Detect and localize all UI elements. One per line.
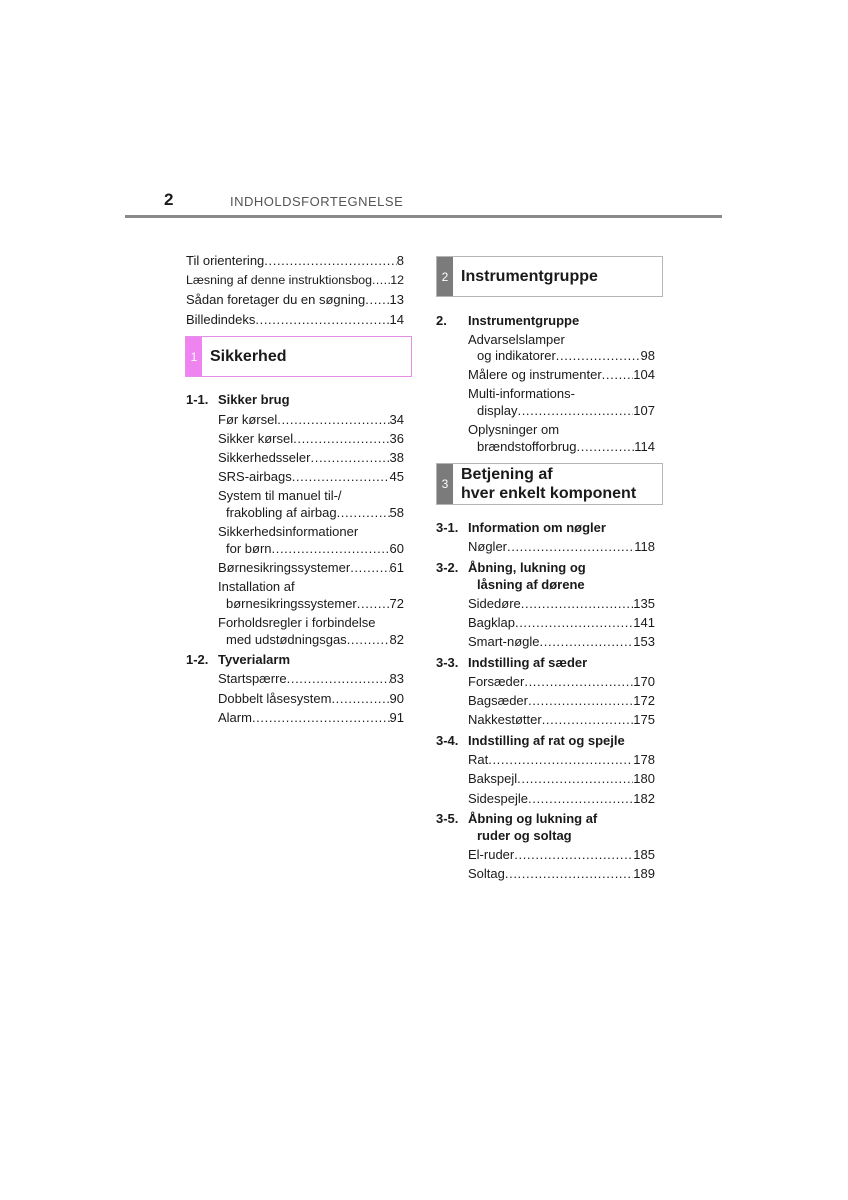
toc-entry[interactable]	[218, 430, 404, 447]
subsection-number: 3-4.	[436, 733, 459, 748]
toc-entry-laesning[interactable]	[186, 272, 404, 289]
subsection-title: Information om nøgler	[468, 520, 606, 535]
toc-entry[interactable]	[468, 865, 655, 882]
toc-entry-title: Sikker kørsel	[218, 431, 294, 446]
subsection-number: 1-2.	[186, 652, 209, 667]
toc-entry-page: 61	[389, 560, 404, 575]
toc-entry-title: børnesikringssystemer	[226, 596, 357, 611]
toc-entry[interactable]	[477, 438, 655, 455]
toc-entry-page: 13	[389, 292, 404, 307]
leader-dots	[277, 411, 389, 428]
leader-dots	[540, 633, 634, 650]
toc-entry-page: 104	[633, 367, 655, 382]
toc-entry-title: Sikkerhedsseler	[218, 450, 311, 465]
toc-entry-title: Til orientering	[186, 253, 265, 268]
toc-entry-page: 36	[389, 431, 404, 446]
subsection-title: Instrumentgruppe	[468, 313, 580, 328]
toc-entry-page: 90	[389, 691, 404, 706]
toc-entry-page: 60	[389, 541, 404, 556]
leader-dots	[514, 846, 633, 863]
toc-entry[interactable]	[468, 595, 655, 612]
subsection-title: Tyverialarm	[218, 652, 291, 667]
toc-entry-line1: Multi-informations-	[468, 386, 575, 401]
section-2-header[interactable]	[436, 256, 663, 297]
subsection-number: 3-1.	[436, 520, 459, 535]
toc-entry-page: 118	[634, 539, 655, 554]
leader-dots	[347, 631, 390, 648]
subsection-number: 2.	[436, 313, 447, 328]
subsection-number: 3-3.	[436, 655, 459, 670]
toc-entry-line1: System til manuel til-/	[218, 488, 342, 503]
header-divider	[125, 215, 722, 218]
toc-entry[interactable]	[218, 449, 404, 466]
subsection-3-1[interactable]	[436, 519, 606, 536]
toc-entry[interactable]	[468, 846, 655, 863]
leader-dots	[517, 770, 633, 787]
subsection-1-2[interactable]	[186, 651, 290, 668]
subsection-title-line2: ruder og soltag	[477, 828, 572, 843]
toc-entry-title: SRS-airbags	[218, 469, 292, 484]
toc-entry-page: 83	[389, 671, 404, 686]
toc-entry-title: Bagklap	[468, 615, 515, 630]
section-title: Instrumentgruppe	[461, 268, 598, 285]
toc-entry-title: med udstødningsgas	[226, 632, 347, 647]
toc-entry-page: 185	[633, 847, 655, 862]
leader-dots	[524, 673, 633, 690]
toc-entry-page: 189	[633, 866, 655, 881]
toc-entry-title: Læsning af denne instruktionsbog	[186, 273, 372, 287]
leader-dots	[293, 430, 389, 447]
toc-entry-title: Målere og instrumenter	[468, 367, 602, 382]
toc-entry[interactable]	[468, 692, 655, 709]
leader-dots	[264, 252, 396, 269]
toc-entry-soegning[interactable]	[186, 291, 404, 308]
toc-entry-title: Før kørsel	[218, 412, 278, 427]
toc-entry[interactable]	[218, 670, 404, 687]
leader-dots	[287, 670, 390, 687]
toc-entry-page: 172	[633, 693, 655, 708]
subsection-3-2[interactable]	[436, 559, 586, 576]
toc-entry-page: 82	[389, 632, 404, 647]
leader-dots	[507, 538, 634, 555]
section-1-header[interactable]	[185, 336, 412, 377]
toc-entry-billedindeks[interactable]	[186, 311, 404, 328]
toc-entry-title: Nakkestøtter	[468, 712, 542, 727]
toc-entry-page: 98	[640, 348, 655, 363]
toc-entry-page: 170	[633, 674, 655, 689]
toc-entry-page: 8	[396, 253, 404, 268]
toc-entry-title: Soltag	[468, 866, 505, 881]
leader-dots	[272, 540, 390, 557]
toc-entry-page: 58	[389, 505, 404, 520]
leader-dots	[357, 595, 390, 612]
leader-dots	[515, 614, 633, 631]
toc-entry[interactable]	[468, 711, 655, 728]
leader-dots	[556, 347, 641, 364]
toc-entry-page: 182	[633, 791, 655, 806]
section-title: Sikkerhed	[210, 348, 287, 365]
toc-entry[interactable]	[477, 347, 655, 364]
toc-entry[interactable]	[468, 751, 655, 768]
toc-entry-page: 107	[633, 403, 655, 418]
toc-entry[interactable]	[218, 468, 404, 485]
subsection-title: Åbning, lukning og	[468, 560, 586, 575]
subsection-title-line2: låsning af dørene	[477, 577, 585, 592]
toc-entry[interactable]	[218, 559, 404, 576]
section-number: 1	[186, 337, 202, 376]
leader-dots	[252, 709, 390, 726]
subsection-number: 1-1.	[186, 392, 209, 407]
subsection-number: 3-2.	[436, 560, 459, 575]
toc-entry-page: 180	[633, 771, 655, 786]
toc-entry-title: Alarm	[218, 710, 252, 725]
toc-entry[interactable]	[218, 411, 404, 428]
subsection-title: Sikker brug	[218, 392, 290, 407]
toc-entry-title: og indikatorer	[477, 348, 556, 363]
subsection-1-1[interactable]	[186, 391, 290, 408]
section-title	[453, 464, 636, 504]
toc-entry[interactable]	[468, 673, 655, 690]
toc-entry-page: 45	[389, 469, 404, 484]
subsection-3-5[interactable]	[436, 810, 597, 827]
subsection-title: Indstilling af sæder	[468, 655, 588, 670]
subsection-number: 3-5.	[436, 811, 459, 826]
leader-dots	[365, 291, 389, 308]
toc-entry-title: Bakspejl	[468, 771, 518, 786]
toc-entry[interactable]	[468, 790, 655, 807]
toc-entry-page: 14	[389, 312, 404, 327]
toc-entry-title: brændstofforbrug	[477, 439, 577, 454]
toc-entry[interactable]	[468, 614, 655, 631]
toc-entry-title: Sidedøre	[468, 596, 521, 611]
page-title: INDHOLDSFORTEGNELSE	[230, 194, 404, 209]
leader-dots	[350, 559, 389, 576]
subsection-title: Åbning og lukning af	[468, 811, 598, 826]
leader-dots	[505, 865, 633, 882]
leader-dots	[337, 504, 390, 521]
leader-dots	[331, 690, 389, 707]
toc-entry-page: 12	[390, 273, 404, 287]
toc-entry[interactable]	[468, 770, 655, 787]
toc-entry-line1: Forholdsregler i forbindelse	[218, 615, 376, 630]
toc-entry-title: Børnesikringssystemer	[218, 560, 351, 575]
toc-entry[interactable]	[218, 690, 404, 707]
toc-entry-page: 175	[633, 712, 655, 727]
page-number: 2	[164, 190, 174, 209]
section-title-line1: Betjening af	[461, 466, 553, 483]
toc-entry[interactable]	[226, 631, 404, 648]
leader-dots	[292, 468, 390, 485]
toc-entry-title: display	[477, 403, 518, 418]
subsection-2[interactable]	[436, 312, 579, 329]
toc-entry-page: 114	[634, 439, 655, 454]
toc-entry-page: 153	[633, 634, 655, 649]
leader-dots	[577, 438, 635, 455]
toc-entry-title: Nøgler	[468, 539, 508, 554]
toc-entry-title: Dobbelt låsesystem	[218, 691, 332, 706]
toc-entry-title: Startspærre	[218, 671, 287, 686]
toc-entry[interactable]	[468, 633, 655, 650]
toc-entry-title: Forsæder	[468, 674, 525, 689]
subsection-3-4[interactable]	[436, 732, 625, 749]
leader-dots	[542, 711, 634, 728]
toc-entry-title: El-ruder	[468, 847, 515, 862]
toc-entry[interactable]	[468, 366, 655, 383]
toc-entry[interactable]	[468, 538, 655, 555]
toc-entry-line1: Oplysninger om	[468, 422, 560, 437]
toc-entry-orientering[interactable]	[186, 252, 404, 269]
leader-dots	[528, 692, 633, 709]
toc-entry-title: Bagsæder	[468, 693, 528, 708]
toc-entry-page: 141	[633, 615, 655, 630]
toc-entry-page: 135	[633, 596, 655, 611]
section-number: 2	[437, 257, 453, 296]
toc-entry-line1: Installation af	[218, 579, 295, 594]
leader-dots	[602, 366, 634, 383]
toc-entry-page: 72	[389, 596, 404, 611]
toc-entry-line1: Advarselslamper	[468, 332, 565, 347]
toc-entry-title: Smart-nøgle	[468, 634, 540, 649]
leader-dots	[521, 595, 634, 612]
section-title-line2: hver enkelt komponent	[461, 485, 637, 502]
toc-entry-title: Billedindeks	[186, 312, 256, 327]
leader-dots	[488, 751, 633, 768]
toc-entry-page: 91	[389, 710, 404, 725]
toc-entry-page: 178	[633, 752, 655, 767]
toc-entry-title: Rat	[468, 752, 489, 767]
toc-entry-page: 38	[389, 450, 404, 465]
toc-entry-title: Sådan foretager du en søgning	[186, 292, 366, 307]
leader-dots	[528, 790, 633, 807]
toc-entry[interactable]	[226, 595, 404, 612]
section-number: 3	[437, 464, 453, 504]
toc-entry[interactable]	[226, 504, 404, 521]
leader-dots	[517, 402, 633, 419]
subsection-title: Indstilling af rat og spejle	[468, 733, 625, 748]
leader-dots	[372, 272, 390, 289]
leader-dots	[255, 311, 389, 328]
toc-entry[interactable]	[218, 709, 404, 726]
toc-entry-title: for børn	[226, 541, 272, 556]
section-3-header[interactable]	[436, 463, 663, 505]
toc-entry[interactable]	[477, 402, 655, 419]
toc-entry[interactable]	[226, 540, 404, 557]
subsection-3-3[interactable]	[436, 654, 587, 671]
toc-entry-title: frakobling af airbag	[226, 505, 337, 520]
toc-entry-title: Sidespejle	[468, 791, 528, 806]
leader-dots	[311, 449, 390, 466]
toc-entry-page: 34	[389, 412, 404, 427]
toc-entry-line1: Sikkerhedsinformationer	[218, 524, 359, 539]
